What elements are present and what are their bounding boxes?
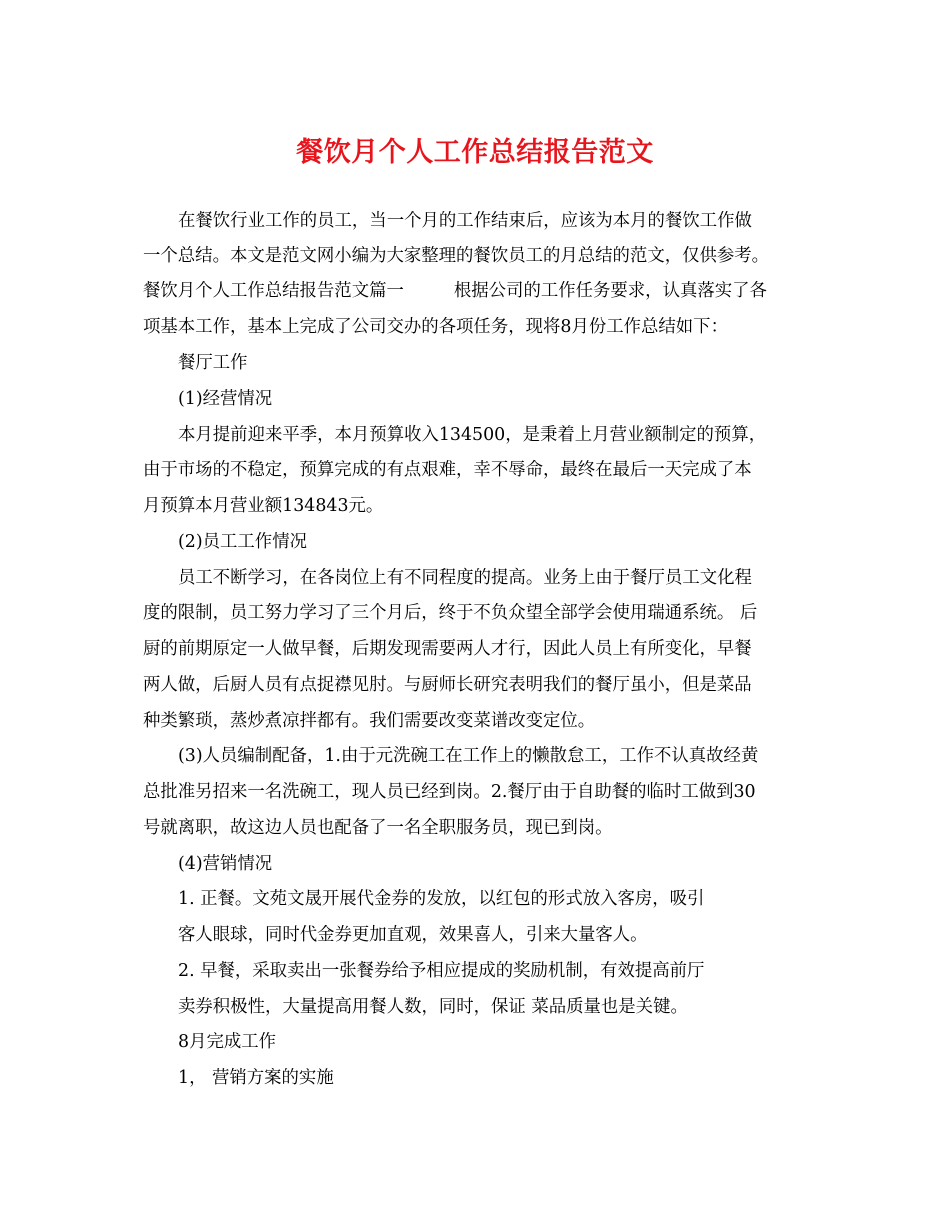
list-item: 1， 营销方案的实施 [178,1068,334,1088]
paragraph-line: 员工不断学习，在各岗位上有不同程度的提高。业务上由于餐厅员工文化程 [178,568,752,588]
subsection-heading: (4)营销情况 [178,854,273,874]
paragraph-line: 本月提前迎来平季，本月预算收入134500，是秉着上月营业额制定的预算， [178,425,767,445]
paragraph-line [143,279,767,303]
section-heading: 餐厅工作 [178,353,248,373]
section-heading: 8月完成工作 [178,1032,277,1052]
section-heading-inline: 餐饮月个人工作总结报告范文篇一 [143,281,404,301]
paragraph-line: 种类繁琐，蒸炒煮凉拌都有。我们需要改变菜谱改变定位。 [143,711,596,731]
paragraph-line: 一个总结。本文是范文网小编为大家整理的餐饮员工的月总结的范文，仅供参考。 [143,246,770,266]
subsection-heading: (2)员工工作情况 [178,532,307,552]
document-title: 餐饮月个人工作总结报告范文 [296,137,654,168]
paragraph-line: 项基本工作，基本上完成了公司交办的各项任务，现将8月份工作总结如下： [143,317,728,337]
paragraph-line: 号就离职，故这边人员也配备了一名全职服务员，现已到岗。 [143,818,613,838]
subsection-heading: (1)经营情况 [178,389,273,409]
paragraph-line: 度的限制，员工努力学习了三个月后，终于不负众望全部学会使用瑞通系统。 后 [143,603,758,623]
list-item: 1. 正餐。文苑文晟开展代金券的发放，以红包的形式放入客房，吸引 [178,889,705,909]
list-item-continuation: 客人眼球，同时代金券更加直观，效果喜人，引来大量客人。 [178,925,648,945]
paragraph-line: 厨的前期原定一人做早餐，后期发现需要两人才行，因此人员上有所变化，早餐 [143,639,752,659]
list-item: 2. 早餐，采取卖出一张餐券给予相应提成的奖励机制，有效提高前厅 [178,961,705,981]
list-item-continuation: 卖券积极性，大量提高用餐人数，同时，保证 菜品质量也是关键。 [178,997,688,1017]
paragraph-line: 月预算本月营业额134843元。 [143,496,384,516]
paragraph-line: 由于市场的不稳定，预算完成的有点艰难，幸不辱命，最终在最后一天完成了本 [143,460,752,480]
paragraph-line: 两人做，后厨人员有点捉襟见肘。与厨师长研究表明我们的餐厅虽小，但是菜品 [143,675,752,695]
paragraph-line: 在餐饮行业工作的员工，当一个月的工作结束后，应该为本月的餐饮工作做 [178,211,752,231]
paragraph-line: (3)人员编制配备，1.由于元洗碗工在工作上的懒散怠工，工作不认真故经黄 [178,746,759,766]
paragraph-line: 总批准另招来一名洗碗工，现人员已经到岗。2.餐厅由于自助餐的临时工做到30 [143,782,756,802]
paragraph-text-inline: 根据公司的工作任务要求，认真落实了各 [453,281,767,301]
